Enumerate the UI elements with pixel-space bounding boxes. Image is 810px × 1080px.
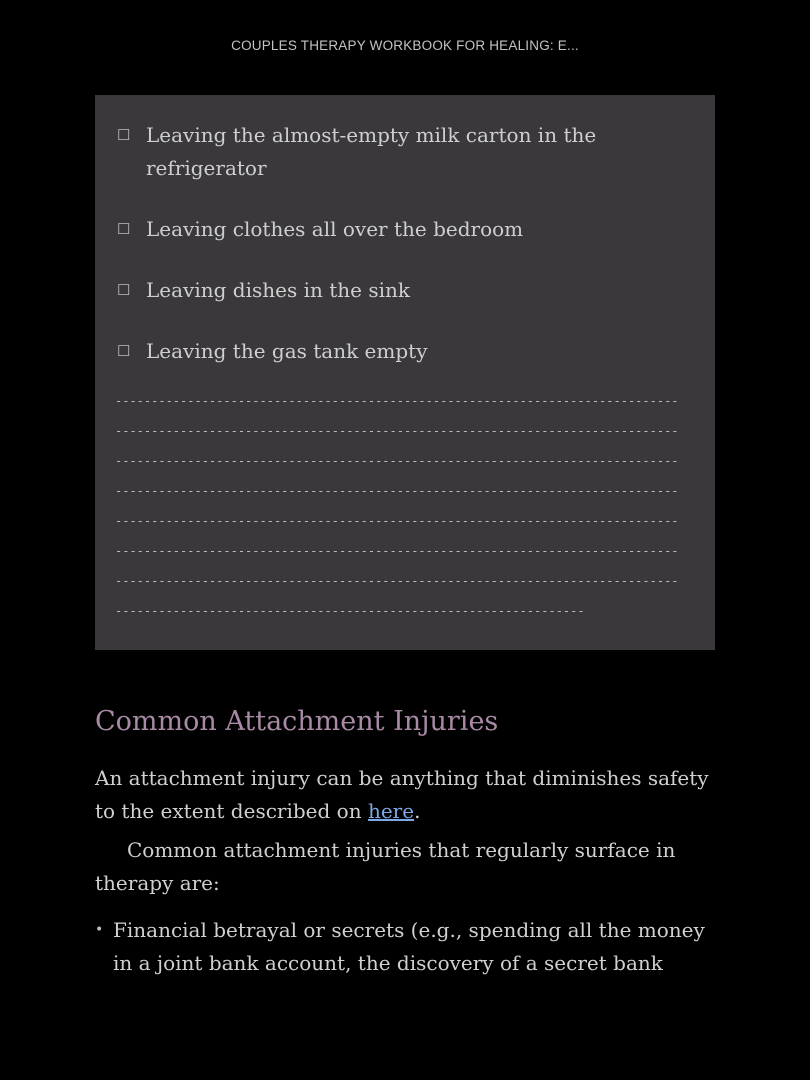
checklist [115,119,695,368]
checkbox-icon[interactable]: ☐ [117,126,131,144]
answer-line: ------------------------------------------------------------------------------ [115,544,679,558]
answer-line: ------------------------------------------------------------------------------ [115,394,679,408]
checkbox-icon[interactable]: ☐ [117,220,131,238]
list-item [95,914,720,980]
checklist-item[interactable] [115,274,695,307]
bullet-icon: • [95,922,104,938]
checklist-item[interactable] [115,335,695,368]
list-item-text: Financial betrayal or secrets (e.g., spending all the money in a joint bank account, the discovery of a secret bank [113,918,705,975]
checklist-item-label: Leaving the almost-empty milk carton in the refrigerator [146,123,597,180]
answer-line: ------------------------------------------------------------------------------ [115,514,679,528]
checkbox-icon[interactable]: ☐ [117,342,131,360]
paragraph [95,762,720,828]
book-title: COUPLES THERAPY WORKBOOK FOR HEALING: E... [231,38,579,53]
paragraph-text-end: . [414,799,421,823]
checklist-item-label: Leaving clothes all over the bedroom [146,217,524,241]
checklist-item[interactable] [115,119,695,185]
checklist-item-label: Leaving dishes in the sink [146,278,410,302]
paragraph: Common attachment injuries that regularly surface in therapy are: [95,838,676,895]
here-link[interactable]: here [367,799,415,823]
answer-line: ------------------------------------------------------------------------------ [115,484,679,498]
checklist-item[interactable] [115,213,695,246]
paragraph-text: An attachment injury can be anything that diminishes safety to the extent described on [95,766,709,823]
answer-line: ----------------------------------------------------------------- [115,604,585,618]
section-heading: Common Attachment Injuries [95,706,499,737]
answer-lines [115,386,695,626]
checkbox-icon[interactable]: ☐ [117,281,131,299]
answer-line: ------------------------------------------------------------------------------ [115,424,679,438]
answer-line: ------------------------------------------------------------------------------ [115,454,679,468]
answer-line: ------------------------------------------------------------------------------ [115,574,679,588]
exercise-box [95,95,715,650]
main-content [95,700,720,980]
checklist-item-label: Leaving the gas tank empty [146,339,428,363]
bullet-list [95,914,720,980]
